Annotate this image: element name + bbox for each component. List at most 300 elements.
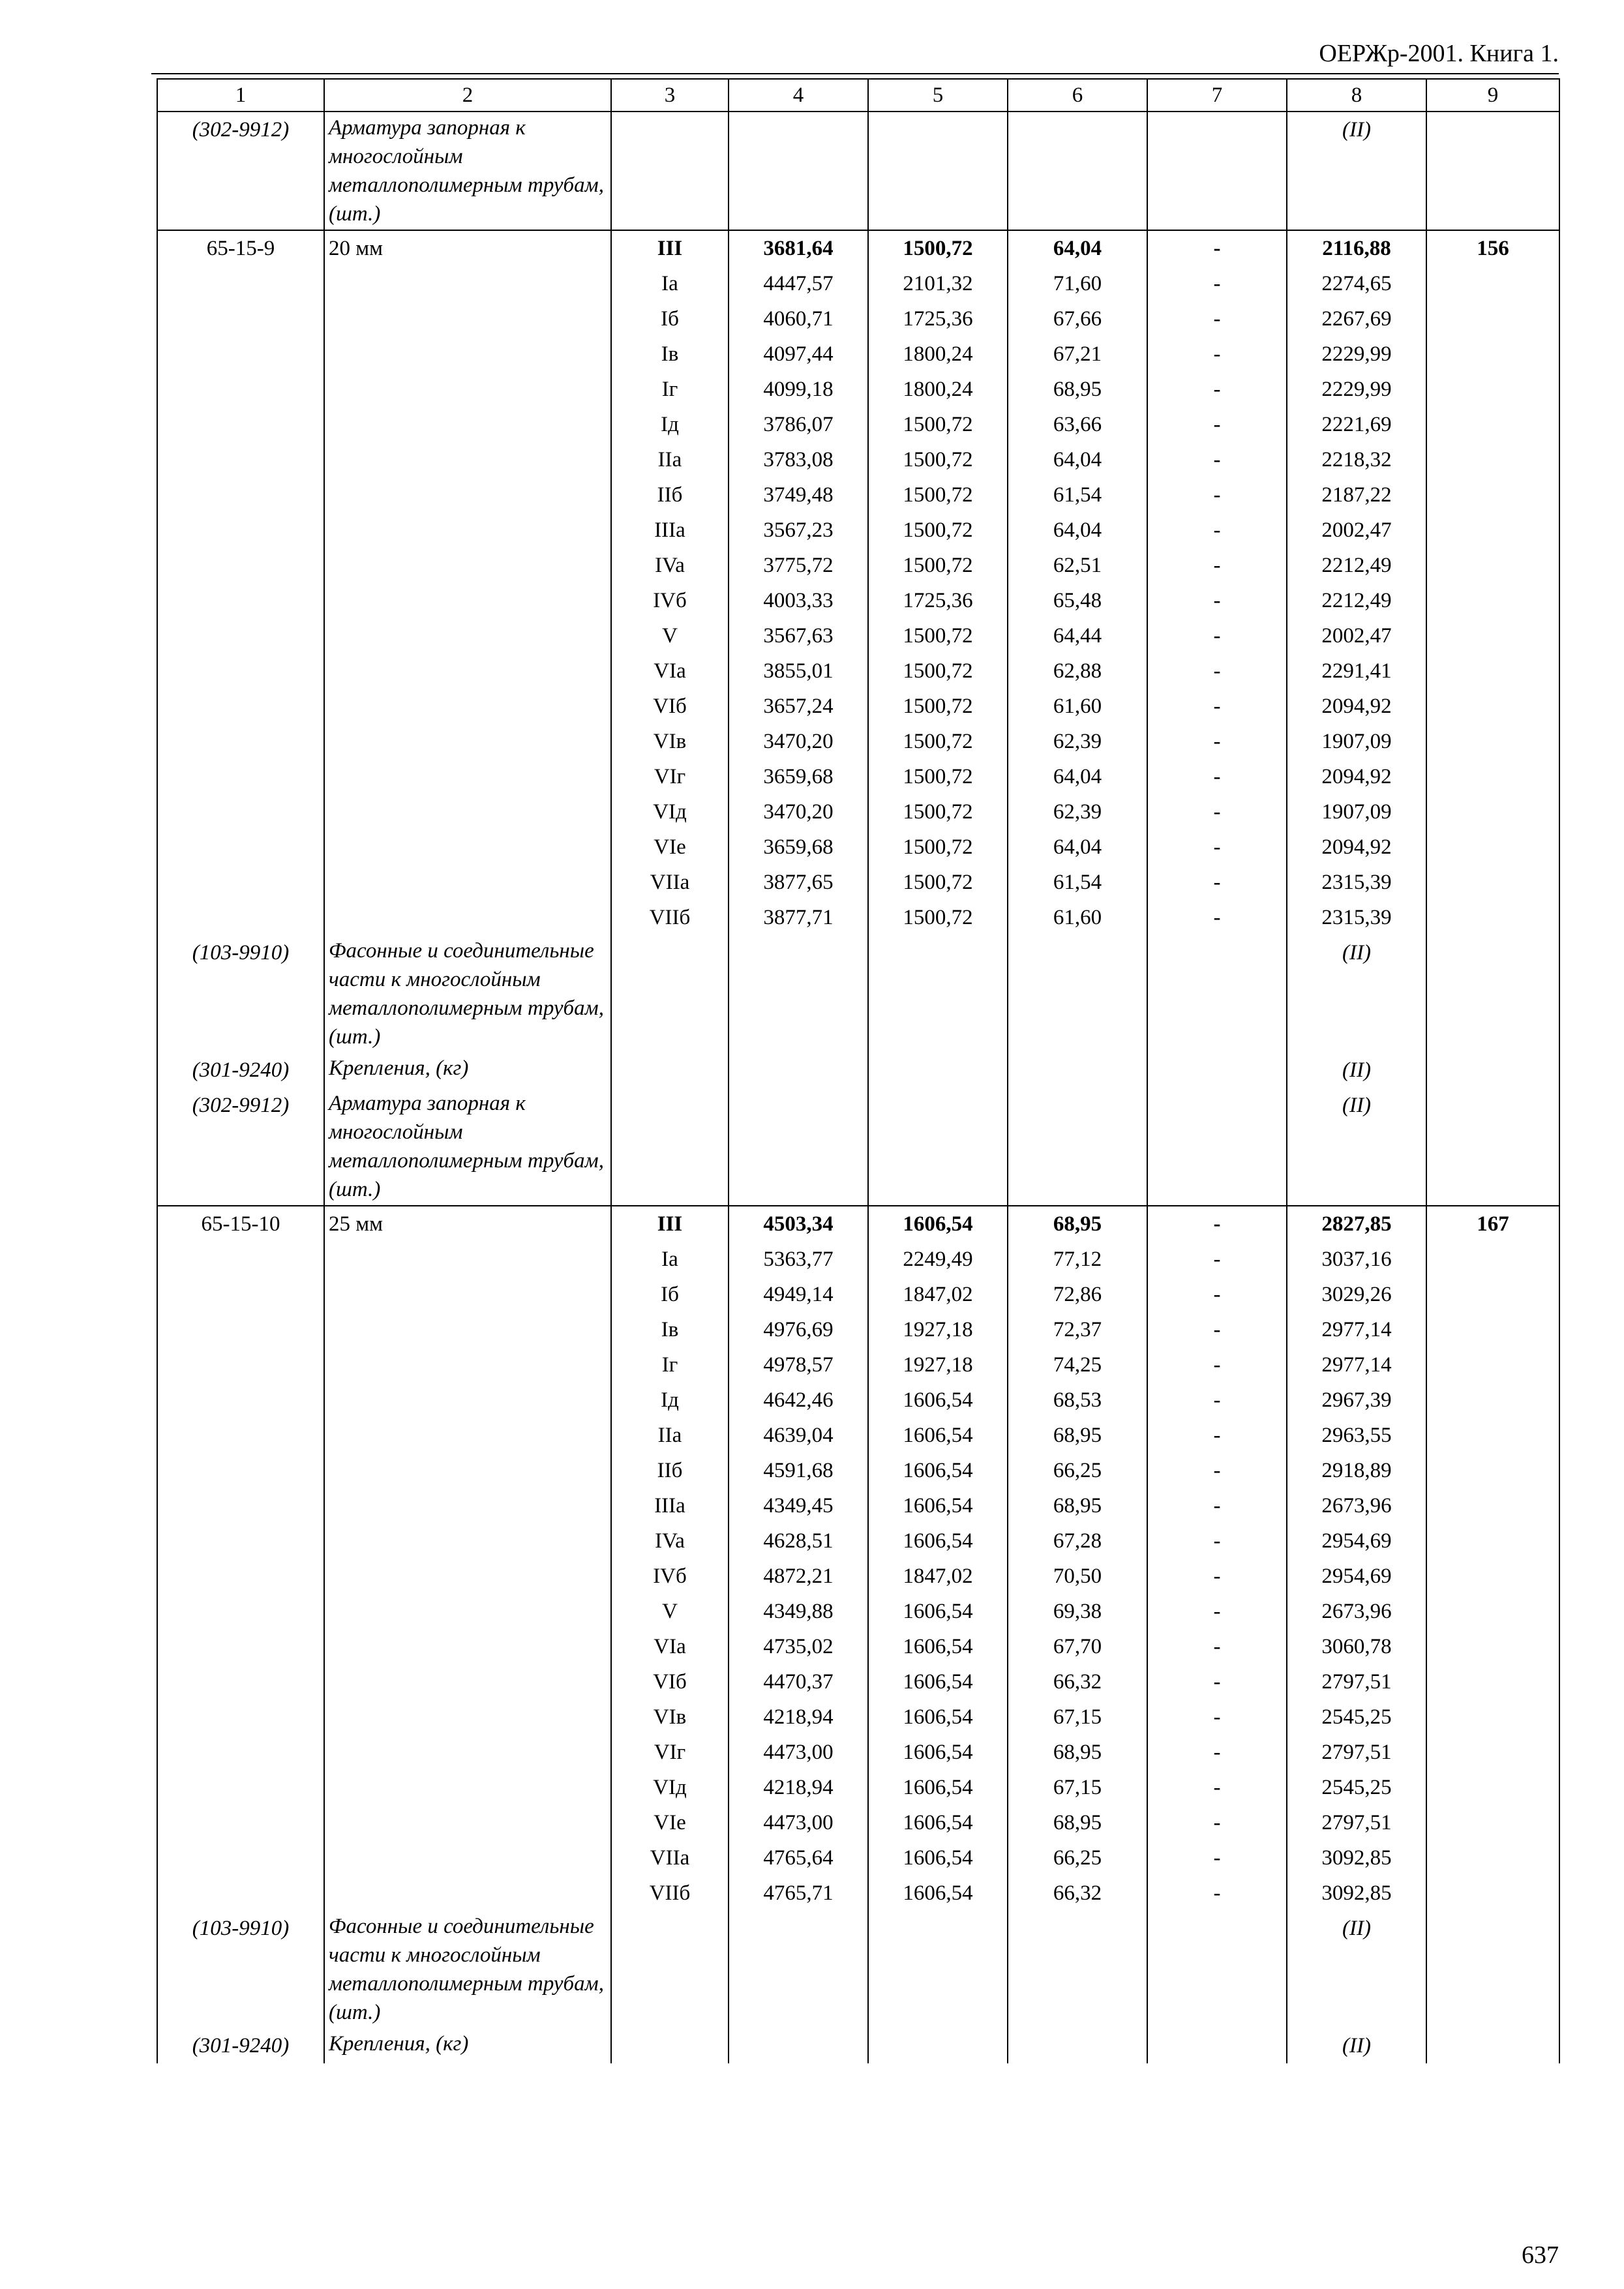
resource-name: Арматура запорная к многослойным металлополимерным трубам, (шт.)	[324, 1088, 611, 1206]
rate-code	[157, 865, 324, 900]
table-row	[157, 1840, 1559, 1876]
labor-hours	[1426, 1418, 1559, 1453]
table-row	[157, 513, 1559, 548]
labor-hours	[1426, 1523, 1559, 1559]
labor-hours	[1426, 1805, 1559, 1840]
resource-row	[157, 935, 1559, 1053]
rate-name	[324, 1664, 611, 1699]
driver-wages: -	[1147, 1523, 1287, 1559]
machine-cost: 72,37	[1008, 1312, 1147, 1347]
empty-cell	[611, 1088, 729, 1206]
table-row	[157, 548, 1559, 583]
region-category: III	[611, 230, 729, 266]
rate-code	[157, 1699, 324, 1735]
driver-wages: -	[1147, 372, 1287, 407]
labor-cost: 1606,54	[868, 1418, 1008, 1453]
region-category: IIa	[611, 442, 729, 477]
machine-cost: 64,04	[1008, 442, 1147, 477]
machine-cost: 62,39	[1008, 724, 1147, 759]
driver-wages: -	[1147, 900, 1287, 935]
machine-cost: 68,95	[1008, 1488, 1147, 1523]
labor-hours	[1426, 1629, 1559, 1664]
empty-cell	[729, 2028, 868, 2063]
region-category: IVa	[611, 1523, 729, 1559]
rate-name	[324, 1559, 611, 1594]
driver-wages: -	[1147, 1277, 1287, 1312]
empty-cell	[729, 1911, 868, 2028]
rate-code	[157, 266, 324, 301]
rate-name	[324, 1699, 611, 1735]
labor-cost: 1606,54	[868, 1840, 1008, 1876]
empty-cell	[868, 935, 1008, 1053]
driver-wages: -	[1147, 1876, 1287, 1911]
driver-wages: -	[1147, 1312, 1287, 1347]
empty-cell	[1008, 2028, 1147, 2063]
total-cost: 3567,63	[729, 618, 868, 653]
region-category: IIIa	[611, 1488, 729, 1523]
machine-cost: 77,12	[1008, 1242, 1147, 1277]
labor-cost: 1606,54	[868, 1629, 1008, 1664]
labor-cost: 1500,72	[868, 900, 1008, 935]
labor-cost: 1500,72	[868, 689, 1008, 724]
rate-name	[324, 1312, 611, 1347]
rate-name	[324, 266, 611, 301]
rate-code	[157, 689, 324, 724]
materials-cost: 2229,99	[1287, 372, 1426, 407]
table-row	[157, 653, 1559, 689]
empty-cell	[1147, 2028, 1287, 2063]
materials-cost: 2094,92	[1287, 759, 1426, 794]
materials-cost: 3029,26	[1287, 1277, 1426, 1312]
labor-cost: 1500,72	[868, 548, 1008, 583]
rate-code	[157, 724, 324, 759]
machine-cost: 61,60	[1008, 900, 1147, 935]
rate-name: 25 мм	[324, 1206, 611, 1242]
materials-cost: 2797,51	[1287, 1735, 1426, 1770]
driver-wages: -	[1147, 689, 1287, 724]
rate-code	[157, 1770, 324, 1805]
materials-cost: 1907,09	[1287, 724, 1426, 759]
driver-wages: -	[1147, 266, 1287, 301]
driver-wages: -	[1147, 477, 1287, 513]
resource-code: (301-9240)	[157, 1053, 324, 1088]
resource-class: (II)	[1287, 112, 1426, 230]
materials-cost: 2545,25	[1287, 1699, 1426, 1735]
labor-hours	[1426, 1735, 1559, 1770]
region-category: Iг	[611, 1347, 729, 1383]
resource-code: (103-9910)	[157, 1911, 324, 2028]
total-cost: 4949,14	[729, 1277, 868, 1312]
resource-name: Фасонные и соединительные части к многослойным металлополимерным трубам, (шт.)	[324, 935, 611, 1053]
rate-name	[324, 583, 611, 618]
region-category: IIa	[611, 1418, 729, 1453]
column-header: 9	[1426, 79, 1559, 112]
column-header: 1	[157, 79, 324, 112]
total-cost: 4628,51	[729, 1523, 868, 1559]
labor-cost: 1606,54	[868, 1664, 1008, 1699]
rate-code	[157, 301, 324, 337]
region-category: Ia	[611, 266, 729, 301]
labor-hours	[1426, 618, 1559, 653]
region-category: Iб	[611, 301, 729, 337]
resource-row	[157, 112, 1559, 230]
total-cost: 4470,37	[729, 1664, 868, 1699]
driver-wages: -	[1147, 1699, 1287, 1735]
materials-cost: 2002,47	[1287, 513, 1426, 548]
machine-cost: 69,38	[1008, 1594, 1147, 1629]
total-cost: 4099,18	[729, 372, 868, 407]
empty-cell	[1008, 1088, 1147, 1206]
labor-cost: 1725,36	[868, 301, 1008, 337]
rate-code	[157, 1664, 324, 1699]
empty-cell	[1008, 1053, 1147, 1088]
driver-wages: -	[1147, 230, 1287, 266]
labor-hours	[1426, 724, 1559, 759]
materials-cost: 2827,85	[1287, 1206, 1426, 1242]
labor-hours	[1426, 1664, 1559, 1699]
rate-name	[324, 1277, 611, 1312]
driver-wages: -	[1147, 1206, 1287, 1242]
rate-name: 20 мм	[324, 230, 611, 266]
total-cost: 4872,21	[729, 1559, 868, 1594]
machine-cost: 70,50	[1008, 1559, 1147, 1594]
resource-row	[157, 1088, 1559, 1206]
rate-name	[324, 618, 611, 653]
table-row	[157, 794, 1559, 830]
rate-code	[157, 1629, 324, 1664]
machine-cost: 67,66	[1008, 301, 1147, 337]
table-row	[157, 1699, 1559, 1735]
labor-hours	[1426, 1242, 1559, 1277]
empty-cell	[1426, 1911, 1559, 2028]
table-row	[157, 583, 1559, 618]
table-row	[157, 301, 1559, 337]
empty-cell	[868, 112, 1008, 230]
table-row	[157, 372, 1559, 407]
column-header: 7	[1147, 79, 1287, 112]
rate-code	[157, 372, 324, 407]
total-cost: 4218,94	[729, 1770, 868, 1805]
materials-cost: 2797,51	[1287, 1805, 1426, 1840]
empty-cell	[1147, 1911, 1287, 2028]
machine-cost: 67,15	[1008, 1699, 1147, 1735]
total-cost: 4639,04	[729, 1418, 868, 1453]
total-cost: 3567,23	[729, 513, 868, 548]
labor-cost: 1606,54	[868, 1453, 1008, 1488]
materials-cost: 2967,39	[1287, 1383, 1426, 1418]
machine-cost: 64,04	[1008, 513, 1147, 548]
region-category: Ia	[611, 1242, 729, 1277]
materials-cost: 2315,39	[1287, 865, 1426, 900]
driver-wages: -	[1147, 1488, 1287, 1523]
labor-hours	[1426, 442, 1559, 477]
table-row	[157, 1876, 1559, 1911]
total-cost: 4735,02	[729, 1629, 868, 1664]
labor-cost: 1500,72	[868, 618, 1008, 653]
machine-cost: 68,95	[1008, 1418, 1147, 1453]
table-row	[157, 1312, 1559, 1347]
total-cost: 3877,71	[729, 900, 868, 935]
materials-cost: 2291,41	[1287, 653, 1426, 689]
rate-name	[324, 1770, 611, 1805]
table-row	[157, 900, 1559, 935]
materials-cost: 2094,92	[1287, 830, 1426, 865]
total-cost: 3855,01	[729, 653, 868, 689]
driver-wages: -	[1147, 724, 1287, 759]
empty-cell	[1426, 1053, 1559, 1088]
rate-code	[157, 1735, 324, 1770]
driver-wages: -	[1147, 653, 1287, 689]
machine-cost: 68,95	[1008, 1805, 1147, 1840]
labor-cost: 2101,32	[868, 266, 1008, 301]
resource-row	[157, 2028, 1559, 2063]
labor-cost: 1500,72	[868, 865, 1008, 900]
region-category: Iв	[611, 337, 729, 372]
total-cost: 4349,45	[729, 1488, 868, 1523]
labor-hours	[1426, 1594, 1559, 1629]
table-row	[157, 618, 1559, 653]
empty-cell	[1147, 1088, 1287, 1206]
rate-name	[324, 1418, 611, 1453]
rate-code	[157, 477, 324, 513]
table-row	[157, 477, 1559, 513]
labor-cost: 1606,54	[868, 1594, 1008, 1629]
labor-hours	[1426, 1559, 1559, 1594]
rate-name	[324, 1523, 611, 1559]
materials-cost: 2221,69	[1287, 407, 1426, 442]
machine-cost: 64,44	[1008, 618, 1147, 653]
driver-wages: -	[1147, 1418, 1287, 1453]
table-row	[157, 1629, 1559, 1664]
rate-name	[324, 1242, 611, 1277]
labor-cost: 1606,54	[868, 1805, 1008, 1840]
resource-class: (II)	[1287, 2028, 1426, 2063]
machine-cost: 67,15	[1008, 1770, 1147, 1805]
region-category: IIIa	[611, 513, 729, 548]
machine-cost: 64,04	[1008, 759, 1147, 794]
table-row	[157, 1559, 1559, 1594]
materials-cost: 2673,96	[1287, 1488, 1426, 1523]
total-cost: 4642,46	[729, 1383, 868, 1418]
rate-name	[324, 548, 611, 583]
table-row	[157, 865, 1559, 900]
resource-class: (II)	[1287, 1053, 1426, 1088]
total-cost: 3657,24	[729, 689, 868, 724]
rate-code	[157, 1242, 324, 1277]
rate-code	[157, 618, 324, 653]
materials-cost: 3037,16	[1287, 1242, 1426, 1277]
table-row	[157, 1488, 1559, 1523]
empty-cell	[729, 1053, 868, 1088]
total-cost: 4447,57	[729, 266, 868, 301]
rate-name	[324, 1453, 611, 1488]
document-header: ОЕРЖр-2001. Книга 1.	[1319, 40, 1559, 67]
region-category: VIд	[611, 794, 729, 830]
machine-cost: 66,32	[1008, 1664, 1147, 1699]
column-header: 5	[868, 79, 1008, 112]
region-category: Iд	[611, 407, 729, 442]
materials-cost: 3092,85	[1287, 1840, 1426, 1876]
total-cost: 3659,68	[729, 759, 868, 794]
driver-wages: -	[1147, 1805, 1287, 1840]
region-category: VIв	[611, 724, 729, 759]
region-category: IIб	[611, 1453, 729, 1488]
driver-wages: -	[1147, 583, 1287, 618]
rate-code	[157, 1876, 324, 1911]
region-category: IIб	[611, 477, 729, 513]
labor-cost: 1500,72	[868, 830, 1008, 865]
driver-wages: -	[1147, 1242, 1287, 1277]
rate-name	[324, 1805, 611, 1840]
machine-cost: 64,04	[1008, 230, 1147, 266]
total-cost: 4060,71	[729, 301, 868, 337]
rate-code	[157, 337, 324, 372]
labor-hours	[1426, 1840, 1559, 1876]
labor-cost: 1725,36	[868, 583, 1008, 618]
total-cost: 3470,20	[729, 724, 868, 759]
table-row	[157, 1383, 1559, 1418]
rate-name	[324, 1876, 611, 1911]
total-cost: 3681,64	[729, 230, 868, 266]
labor-cost: 1606,54	[868, 1523, 1008, 1559]
labor-cost: 1500,72	[868, 477, 1008, 513]
total-cost: 4473,00	[729, 1805, 868, 1840]
resource-name: Крепления, (кг)	[324, 2028, 611, 2063]
labor-cost: 1500,72	[868, 724, 1008, 759]
driver-wages: -	[1147, 1383, 1287, 1418]
column-header: 3	[611, 79, 729, 112]
total-cost: 4503,34	[729, 1206, 868, 1242]
labor-hours	[1426, 513, 1559, 548]
labor-hours	[1426, 407, 1559, 442]
total-cost: 3775,72	[729, 548, 868, 583]
labor-cost: 1500,72	[868, 759, 1008, 794]
materials-cost: 2094,92	[1287, 689, 1426, 724]
rate-code: 65-15-9	[157, 230, 324, 266]
labor-hours	[1426, 1770, 1559, 1805]
materials-cost: 1907,09	[1287, 794, 1426, 830]
rate-code	[157, 548, 324, 583]
region-category: VIe	[611, 830, 729, 865]
machine-cost: 65,48	[1008, 583, 1147, 618]
machine-cost: 67,21	[1008, 337, 1147, 372]
driver-wages: -	[1147, 1629, 1287, 1664]
labor-hours	[1426, 583, 1559, 618]
labor-hours	[1426, 266, 1559, 301]
table-row	[157, 1735, 1559, 1770]
driver-wages: -	[1147, 830, 1287, 865]
driver-wages: -	[1147, 759, 1287, 794]
labor-hours	[1426, 794, 1559, 830]
total-cost: 4097,44	[729, 337, 868, 372]
region-category: VIв	[611, 1699, 729, 1735]
materials-cost: 2673,96	[1287, 1594, 1426, 1629]
column-header: 2	[324, 79, 611, 112]
materials-cost: 2229,99	[1287, 337, 1426, 372]
empty-cell	[611, 112, 729, 230]
rate-name	[324, 689, 611, 724]
materials-cost: 2212,49	[1287, 548, 1426, 583]
labor-cost: 1606,54	[868, 1735, 1008, 1770]
driver-wages: -	[1147, 1735, 1287, 1770]
rate-name	[324, 865, 611, 900]
materials-cost: 3060,78	[1287, 1629, 1426, 1664]
resource-row	[157, 1053, 1559, 1088]
labor-cost: 1500,72	[868, 442, 1008, 477]
labor-hours	[1426, 1699, 1559, 1735]
materials-cost: 2187,22	[1287, 477, 1426, 513]
rate-name	[324, 1594, 611, 1629]
region-category: IVб	[611, 1559, 729, 1594]
machine-cost: 68,53	[1008, 1383, 1147, 1418]
driver-wages: -	[1147, 548, 1287, 583]
empty-cell	[868, 2028, 1008, 2063]
table-row	[157, 1277, 1559, 1312]
total-cost: 4765,71	[729, 1876, 868, 1911]
machine-cost: 62,88	[1008, 653, 1147, 689]
empty-cell	[611, 1911, 729, 2028]
driver-wages: -	[1147, 1840, 1287, 1876]
region-category: VIa	[611, 1629, 729, 1664]
driver-wages: -	[1147, 1664, 1287, 1699]
rate-code	[157, 583, 324, 618]
rate-name	[324, 1347, 611, 1383]
resource-code: (301-9240)	[157, 2028, 324, 2063]
empty-cell	[1147, 935, 1287, 1053]
labor-cost: 1606,54	[868, 1206, 1008, 1242]
table-row	[157, 1594, 1559, 1629]
materials-cost: 2545,25	[1287, 1770, 1426, 1805]
labor-cost: 1500,72	[868, 653, 1008, 689]
region-category: VIг	[611, 759, 729, 794]
machine-cost: 67,28	[1008, 1523, 1147, 1559]
labor-hours	[1426, 865, 1559, 900]
table-row	[157, 230, 1559, 266]
driver-wages: -	[1147, 1453, 1287, 1488]
table-row	[157, 1418, 1559, 1453]
resource-class: (II)	[1287, 935, 1426, 1053]
driver-wages: -	[1147, 618, 1287, 653]
resource-code: (103-9910)	[157, 935, 324, 1053]
rate-code	[157, 759, 324, 794]
labor-hours	[1426, 1312, 1559, 1347]
empty-cell	[729, 112, 868, 230]
labor-cost: 1606,54	[868, 1488, 1008, 1523]
table-row	[157, 1770, 1559, 1805]
rate-code	[157, 1418, 324, 1453]
materials-cost: 3092,85	[1287, 1876, 1426, 1911]
resource-row	[157, 1911, 1559, 2028]
column-header: 6	[1008, 79, 1147, 112]
header-rule	[151, 73, 1559, 74]
materials-cost: 2977,14	[1287, 1347, 1426, 1383]
rate-code	[157, 900, 324, 935]
empty-cell	[1008, 1911, 1147, 2028]
rate-name	[324, 372, 611, 407]
labor-hours	[1426, 1347, 1559, 1383]
materials-cost: 2218,32	[1287, 442, 1426, 477]
labor-hours	[1426, 301, 1559, 337]
table-row	[157, 1664, 1559, 1699]
region-category: VIa	[611, 653, 729, 689]
machine-cost: 68,95	[1008, 372, 1147, 407]
rate-name	[324, 477, 611, 513]
empty-cell	[1426, 935, 1559, 1053]
empty-cell	[1426, 112, 1559, 230]
labor-cost: 1606,54	[868, 1699, 1008, 1735]
driver-wages: -	[1147, 513, 1287, 548]
labor-hours	[1426, 548, 1559, 583]
